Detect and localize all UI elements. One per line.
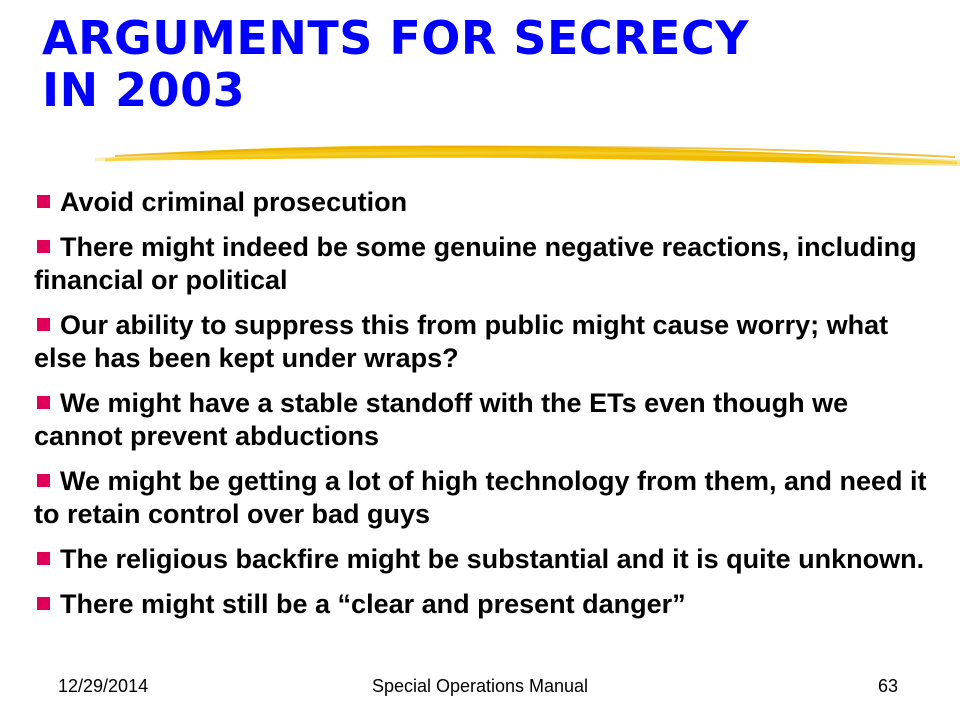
square-bullet-icon	[37, 552, 50, 565]
square-bullet-icon	[37, 597, 50, 610]
bullet-text: There might still be a “clear and present danger”	[60, 589, 686, 619]
title-line-2: IN 2003	[42, 63, 246, 117]
bullet-text: Our ability to suppress this from public might cause worry; what else has been kept under wraps?	[34, 310, 889, 373]
bullet-item	[34, 309, 944, 375]
footer-title: Special Operations Manual	[371, 676, 589, 696]
bullet-text: The religious backfire might be substantial and it is quite unknown.	[60, 544, 925, 574]
bullet-item	[34, 588, 944, 621]
bullet-text: We might have a stable standoff with the ETs even though we cannot prevent abductions	[34, 388, 849, 451]
title-line-1: ARGUMENTS FOR SECRECY	[42, 11, 750, 65]
slide-title	[42, 12, 942, 116]
bullet-item	[34, 465, 944, 531]
square-bullet-icon	[37, 318, 50, 331]
bullet-item	[34, 231, 944, 297]
square-bullet-icon	[37, 195, 50, 208]
bullet-text: Avoid criminal prosecution	[60, 187, 408, 217]
bullet-item	[34, 186, 944, 219]
page-number: 63	[877, 676, 898, 696]
title-underline-swoosh	[95, 140, 960, 174]
bullet-item	[34, 387, 944, 453]
square-bullet-icon	[37, 396, 50, 409]
square-bullet-icon	[37, 474, 50, 487]
bullet-item	[34, 543, 944, 576]
footer-date: 12/29/2014	[58, 676, 149, 696]
bullet-list	[34, 186, 944, 633]
bullet-text: There might indeed be some genuine negative reactions, including financial or political	[34, 232, 917, 295]
bullet-text: We might be getting a lot of high technology from them, and need it to retain control over bad guys	[34, 466, 927, 529]
square-bullet-icon	[37, 240, 50, 253]
